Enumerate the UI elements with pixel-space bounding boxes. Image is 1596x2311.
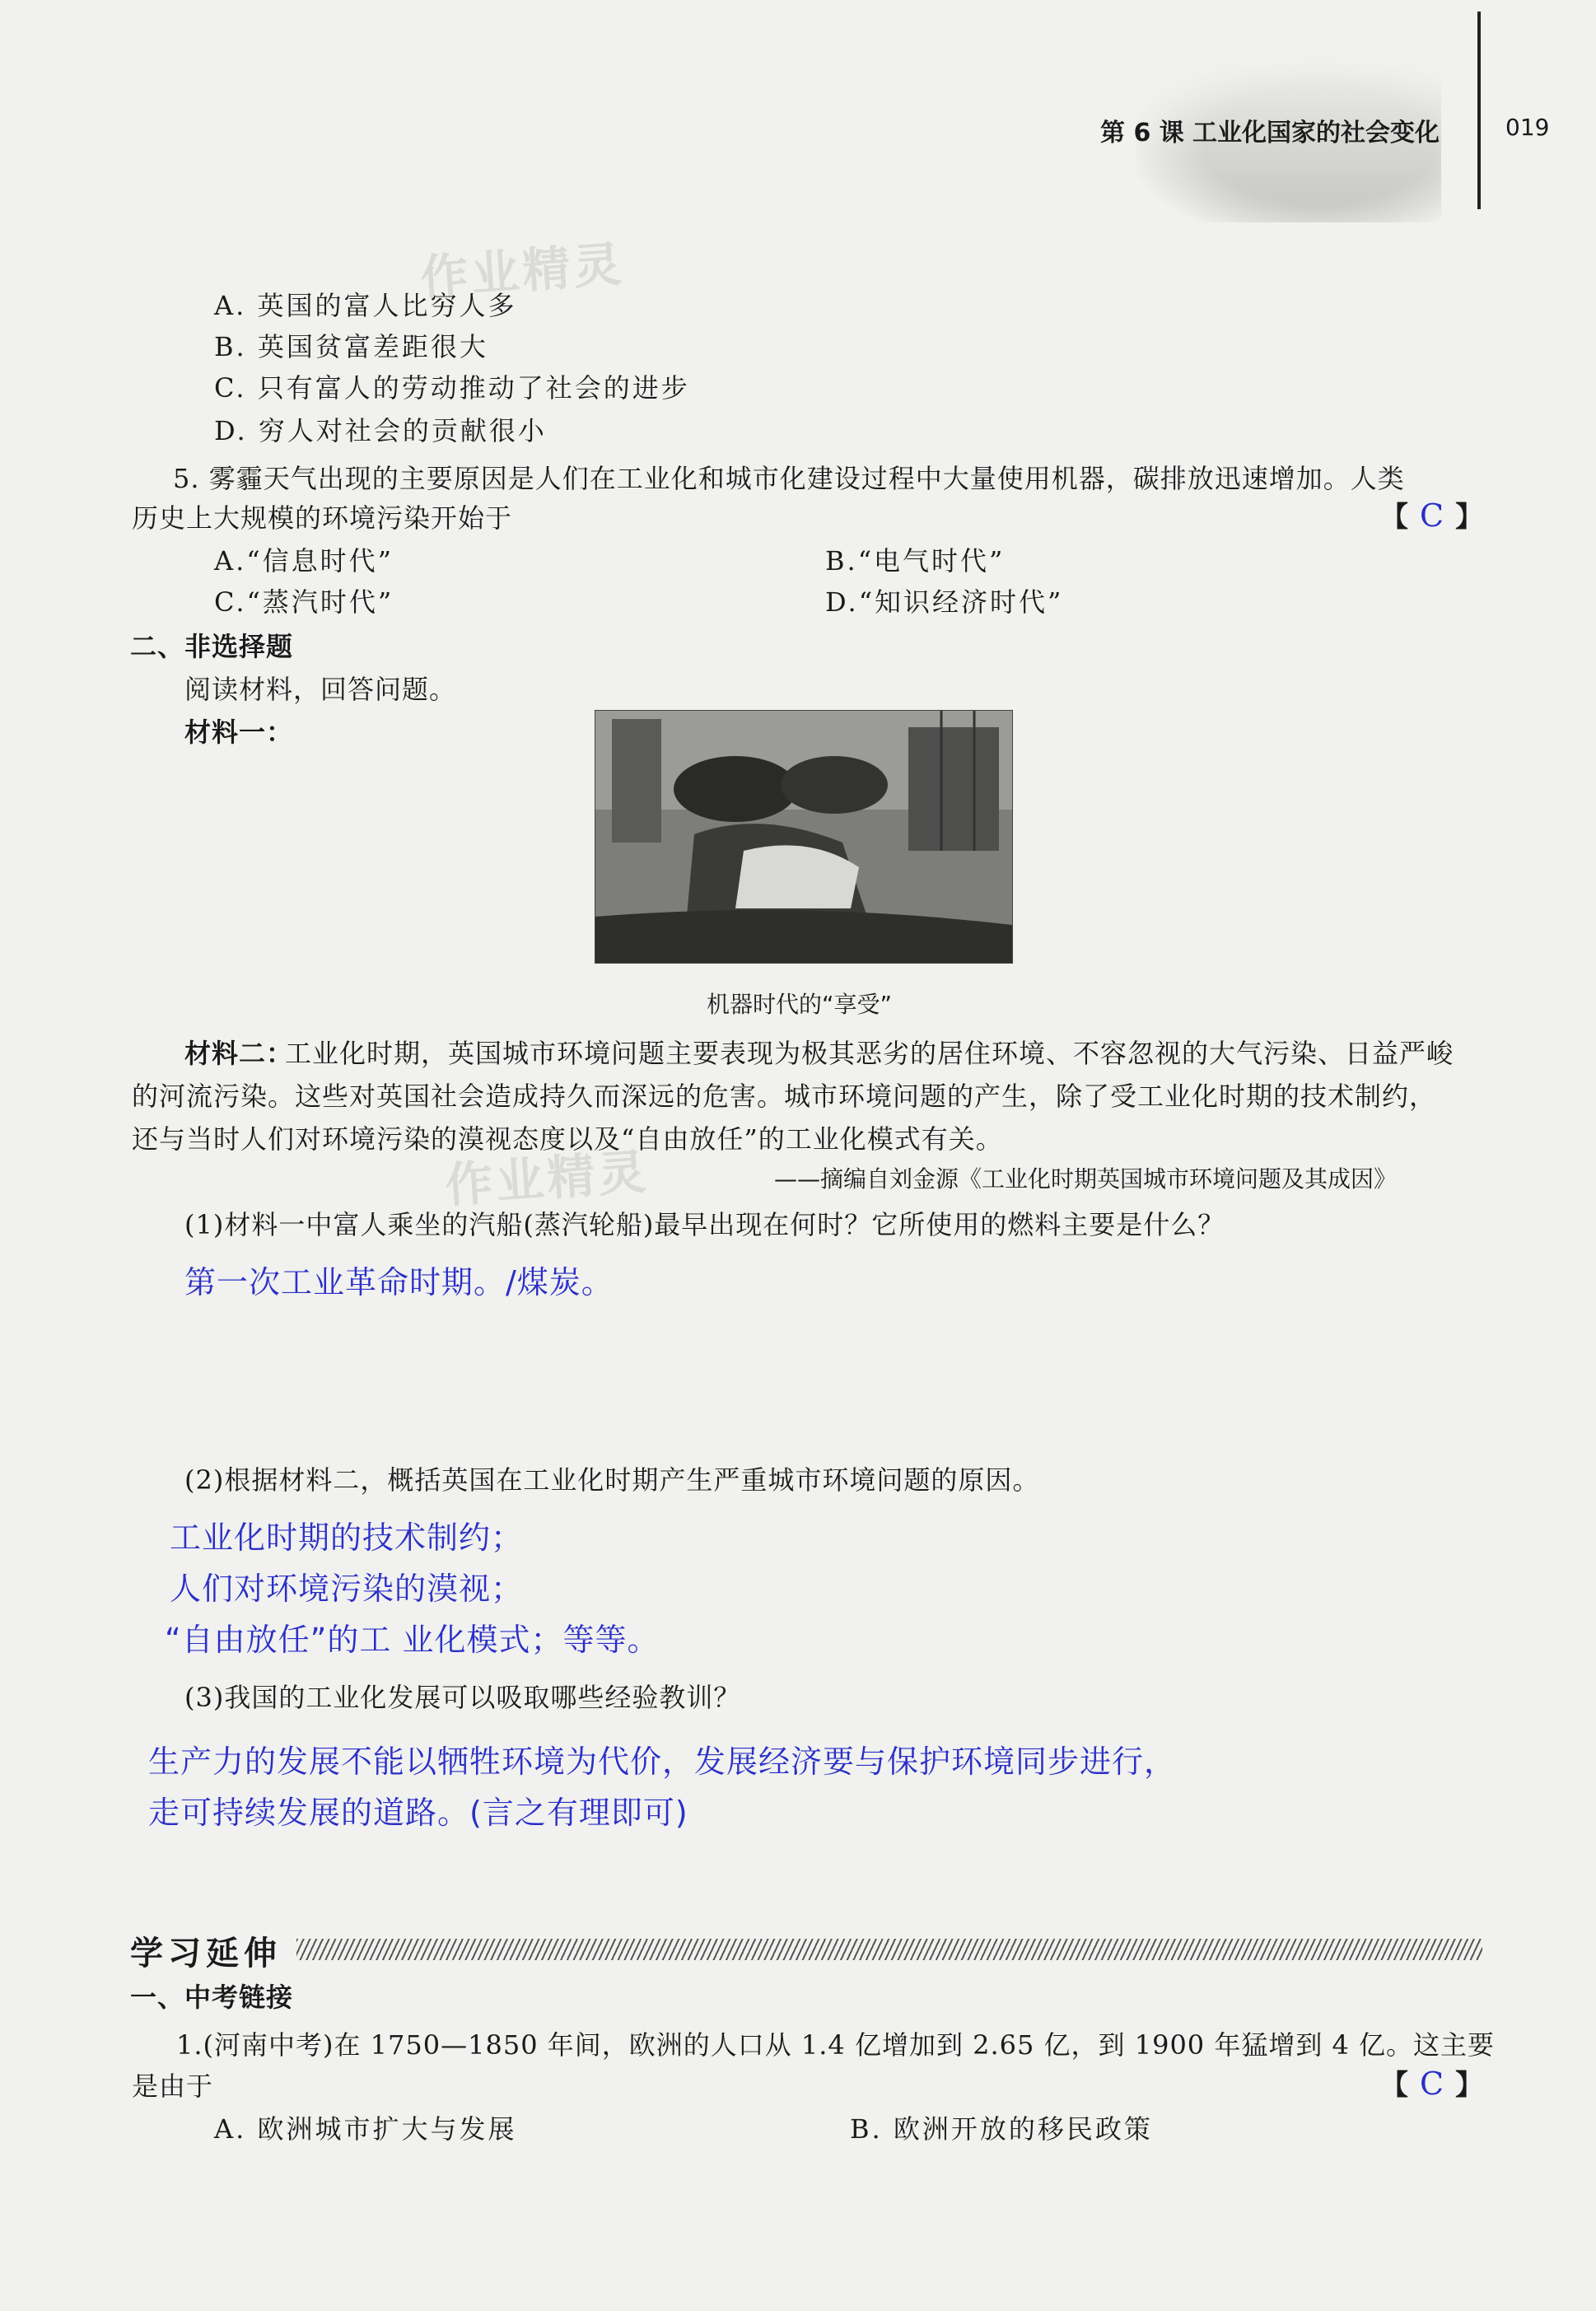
extension-subheading: 一、中考链接 [130, 1982, 294, 2013]
watermark-logo: 作业精灵 [418, 236, 627, 306]
extension-answer: C [1420, 2066, 1444, 2102]
material2-source: ——摘编自刘金源《工业化时期英国城市环境问题及其成因》 [774, 1165, 1398, 1193]
q5-stem-line2: 历史上大规模的环境污染开始于 [132, 502, 513, 534]
answer-1: 第一次工业革命时期。/煤炭。 [184, 1264, 614, 1300]
q5-option-c: C.“蒸汽时代” [214, 586, 394, 618]
extension-title: 学习延伸 [130, 1935, 282, 1973]
q4-option-d: D. 穷人对社会的贡献很小 [214, 415, 547, 446]
q5-option-d: D.“知识经济时代” [825, 586, 1064, 618]
material2-line2: 的河流污染。这些对英国社会造成持久而深远的危害。城市环境问题的产生，除了受工业化时期的技术制约， [132, 1081, 1437, 1112]
lesson-title: 工业化国家的社会变化 [1192, 119, 1440, 147]
material2-label: 材料二： [184, 1038, 294, 1069]
question-1: (1)材料一中富人乘坐的汽船(蒸汽轮船)最早出现在何时？它所使用的燃料主要是什么？ [184, 1209, 1225, 1240]
extension-q1-line2: 是由于 [132, 2071, 214, 2102]
q5-option-b: B.“电气时代” [825, 545, 1006, 577]
title-hatch-rule [296, 1939, 1482, 1960]
material1-label: 材料一： [184, 717, 294, 748]
section-intro: 阅读材料，回答问题。 [184, 674, 457, 705]
q4-option-b: B. 英国贫富差距很大 [214, 331, 488, 362]
page-number: 019 [1505, 114, 1550, 141]
material1-photo [595, 710, 1013, 964]
boat-scene-illustration [595, 711, 1012, 963]
q5-stem-line1: 5. 雾霾天气出现的主要原因是人们在工业化和城市化建设过程中大量使用机器，碳排放迅速增加。人类 [173, 463, 1405, 494]
answer-2-line3: “自由放任”的工 业化模式；等等。 [165, 1622, 660, 1658]
answer-3-line2: 走可持续发展的道路。(言之有理即可) [148, 1795, 688, 1831]
extension-answer-bracket: 【 C 】 [1380, 2066, 1484, 2102]
photo-caption: 机器时代的“享受” [707, 991, 893, 1018]
question-3: (3)我国的工业化发展可以吸取哪些经验教训？ [184, 1682, 741, 1713]
header-divider [1477, 12, 1481, 209]
answer-3-line1: 生产力的发展不能以牺牲环境为代价，发展经济要与保护环境同步进行， [148, 1744, 1177, 1780]
material2-line3: 还与当时人们对环境污染的漠视态度以及“自由放任”的工业化模式有关。 [132, 1123, 1003, 1155]
extension-option-a: A. 欧洲城市扩大与发展 [214, 2113, 517, 2145]
answer-2-line1: 工业化时期的技术制约； [170, 1520, 524, 1556]
q4-option-a: A. 英国的富人比穷人多 [214, 290, 517, 321]
extension-option-b: B. 欧洲开放的移民政策 [850, 2113, 1153, 2145]
q5-answer-bracket: 【 C 】 [1380, 497, 1484, 534]
q5-answer: C [1420, 497, 1444, 534]
q4-option-c: C. 只有富人的劳动推动了社会的进步 [214, 372, 690, 404]
extension-q1-line1: 1.(河南中考)在 1750—1850 年间，欧洲的人口从 1.4 亿增加到 2.65 亿，到 1900 年猛增到 4 亿。这主要 [176, 2029, 1496, 2061]
answer-2-line2: 人们对环境污染的漠视； [170, 1571, 524, 1607]
watermark-logo: 作业精灵 [443, 1143, 651, 1214]
section-heading: 二、非选择题 [130, 631, 294, 662]
material2-line1: 工业化时期，英国城市环境问题主要表现为极其恶劣的居住环境、不容忽视的大气污染、日益严峻 [285, 1038, 1454, 1069]
q5-option-a: A.“信息时代” [214, 545, 394, 577]
lesson-number: 第 6 课 [1100, 119, 1184, 147]
question-2: (2)根据材料二，概括英国在工业化时期产生严重城市环境问题的原因。 [184, 1464, 1040, 1496]
